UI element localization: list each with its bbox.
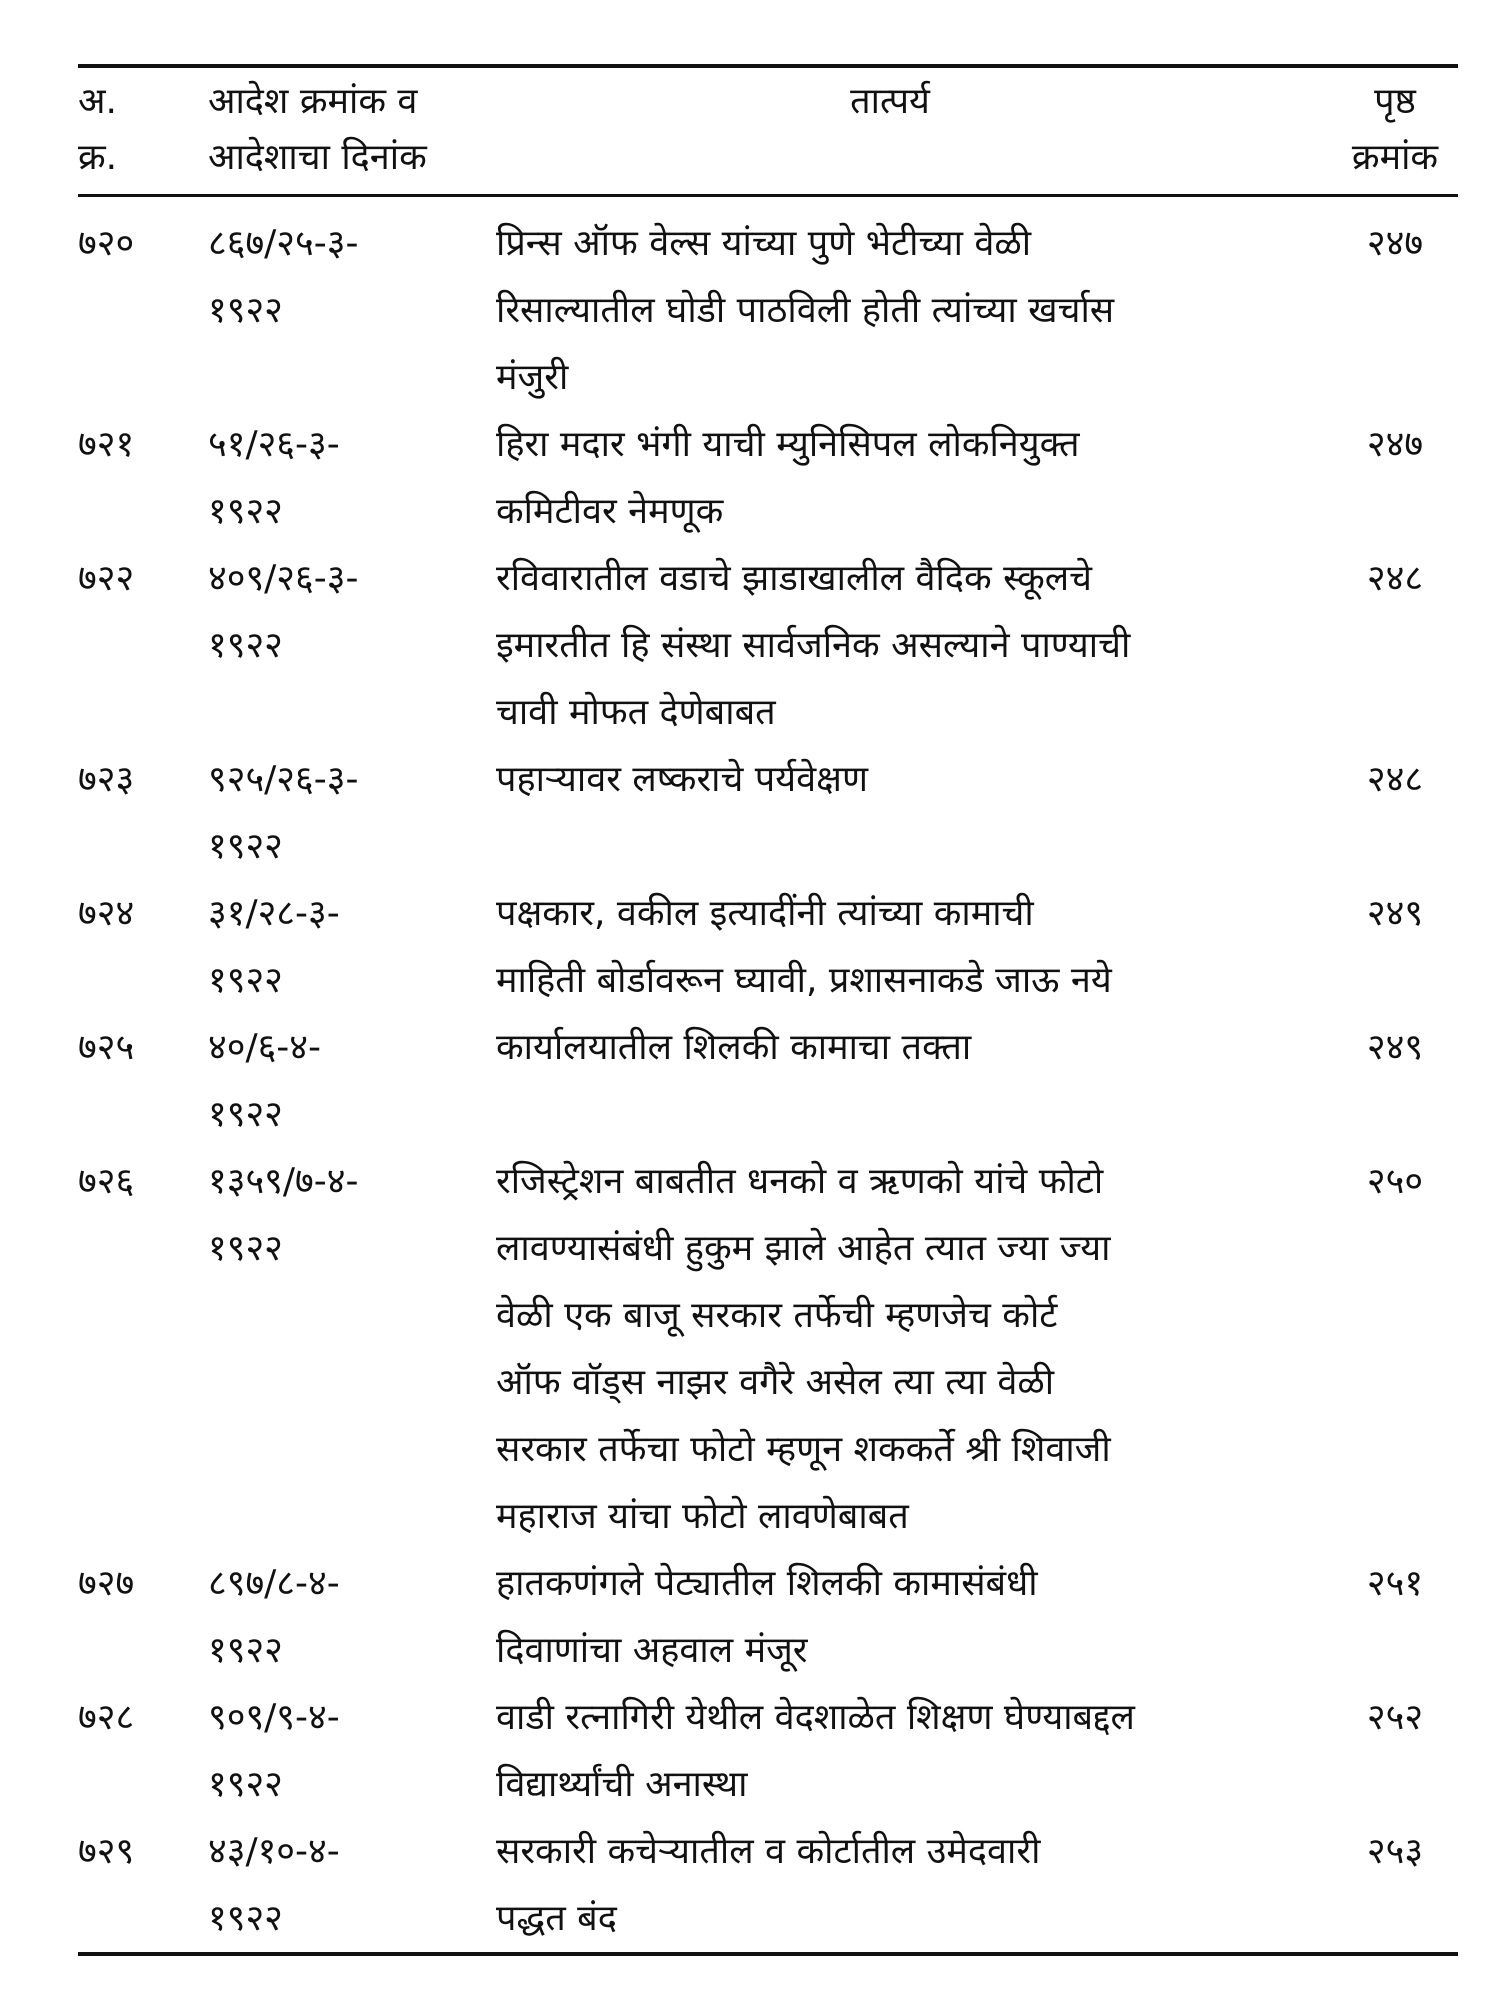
header-serial-line2: क्र. (78, 137, 118, 178)
row-subject-line: माहिती बोर्डावरून घ्यावी, प्रशासनाकडे जाऊ नये (496, 960, 1112, 1001)
row-subject-line: प्रिन्स ऑफ वेल्स यांच्या पुणे भेटीच्या वेळी (496, 223, 1032, 264)
row-order-number: ३१/२८-३- (208, 893, 340, 934)
row-subject (496, 1684, 1326, 1818)
row-subject-line: वेळी एक बाजू सरकार तर्फेची म्हणजेच कोर्ट (496, 1295, 1058, 1336)
row-subject-line: पहाऱ्यावर लष्कराचे पर्यवेक्षण (496, 759, 868, 800)
row-serial-number: ७२९ (78, 1831, 135, 1872)
row-serial-number: ७२२ (78, 558, 135, 599)
header-subject-label: तात्पर्य (850, 81, 930, 122)
row-order-number-date (208, 1148, 478, 1282)
row-page-number: २५१ (1366, 1563, 1424, 1604)
row-order-number: ८९७/८-४- (208, 1563, 340, 1604)
row-subject (496, 1550, 1326, 1684)
table-row (0, 210, 1500, 411)
table-row (0, 1818, 1500, 1952)
header-page-number (1330, 74, 1460, 186)
row-order-year: १९२२ (208, 1228, 283, 1269)
row-subject-line: रजिस्ट्रेशन बाबतीत धनको व ऋणको यांचे फोटो (496, 1161, 1104, 1202)
row-order-number-date (208, 880, 478, 1014)
row-page-number: २४८ (1366, 558, 1424, 599)
row-order-number-date (208, 411, 478, 545)
table-row (0, 880, 1500, 1014)
header-serial-number (78, 74, 178, 186)
row-subject-line: इमारतीत हि संस्था सार्वजनिक असल्याने पाण्याची (496, 625, 1131, 666)
top-rule (78, 64, 1458, 68)
row-subject-line: पद्धत बंद (496, 1898, 617, 1939)
row-subject (496, 411, 1326, 545)
row-order-number: ५१/२६-३- (208, 424, 340, 465)
row-subject (496, 1148, 1326, 1550)
header-subject (490, 74, 1290, 130)
row-subject-line: विद्यार्थ्यांची अनास्था (496, 1764, 748, 1805)
header-rule (78, 194, 1458, 197)
row-subject-line: महाराज यांचा फोटो लावणेबाबत (496, 1496, 909, 1537)
row-order-year: १९२२ (208, 625, 283, 666)
table-row (0, 545, 1500, 746)
row-subject (496, 210, 1326, 411)
table-row (0, 1684, 1500, 1818)
header-order-line1: आदेश क्रमांक व (208, 81, 418, 122)
table-row (0, 1550, 1500, 1684)
row-subject-line: रिसाल्यातील घोडी पाठविली होती त्यांच्या खर्चास (496, 290, 1115, 331)
row-serial-number: ७२७ (78, 1563, 135, 1604)
row-subject-line: ऑफ वॉड्स नाझर वगैरे असेल त्या त्या वेळी (496, 1362, 1055, 1403)
row-page-number: २५३ (1366, 1831, 1424, 1872)
row-page-number: २४७ (1366, 424, 1424, 465)
row-page-number: २४९ (1366, 893, 1424, 934)
row-serial-number: ७२० (78, 223, 135, 264)
table-body (0, 210, 1500, 1952)
row-subject (496, 1014, 1326, 1081)
row-subject (496, 1818, 1326, 1952)
row-order-year: १९२२ (208, 1094, 283, 1135)
row-subject (496, 545, 1326, 746)
row-order-number-date (208, 746, 478, 880)
row-serial-number: ७२१ (78, 424, 135, 465)
row-subject-line: कार्यालयातील शिलकी कामाचा तक्ता (496, 1027, 972, 1068)
row-subject-line: मंजुरी (496, 357, 569, 398)
table-header (0, 74, 1500, 192)
row-subject-line: दिवाणांचा अहवाल मंजूर (496, 1630, 808, 1671)
row-serial-number: ७२८ (78, 1697, 135, 1738)
row-order-year: १९२२ (208, 960, 283, 1001)
row-order-year: १९२२ (208, 491, 283, 532)
header-serial-line1: अ. (78, 81, 117, 122)
row-serial-number: ७२४ (78, 893, 135, 934)
row-order-number-date (208, 210, 478, 344)
row-subject-line: चावी मोफत देणेबाबत (496, 692, 776, 733)
row-order-number: ९२५/२६-३- (208, 759, 359, 800)
row-subject-line: कमिटीवर नेमणूक (496, 491, 724, 532)
row-order-number-date (208, 1684, 478, 1818)
row-page-number: २४७ (1366, 223, 1424, 264)
row-subject (496, 746, 1326, 813)
table-row (0, 411, 1500, 545)
row-subject-line: लावण्यासंबंधी हुकुम झाले आहेत त्यात ज्या ज्या (496, 1228, 1111, 1269)
row-page-number: २४९ (1366, 1027, 1424, 1068)
row-order-number-date (208, 1818, 478, 1952)
row-subject-line: हिरा मदार भंगी याची म्युनिसिपल लोकनियुक्त (496, 424, 1080, 465)
row-subject-line: रविवारातील वडाचे झाडाखालील वैदिक स्कूलचे (496, 558, 1092, 599)
row-order-number: ४०/६-४- (208, 1027, 321, 1068)
row-page-number: २५० (1366, 1161, 1424, 1202)
table-row (0, 746, 1500, 880)
row-serial-number: ७२३ (78, 759, 135, 800)
row-order-number: ८६७/२५-३- (208, 223, 359, 264)
header-order-number-date (208, 74, 508, 186)
row-subject-line: सरकारी कचेऱ्यातील व कोर्टातील उमेदवारी (496, 1831, 1041, 1872)
row-order-number-date (208, 1014, 478, 1148)
row-serial-number: ७२५ (78, 1027, 135, 1068)
header-order-line2: आदेशाचा दिनांक (208, 137, 427, 178)
bottom-rule (78, 1952, 1458, 1956)
row-page-number: २४८ (1366, 759, 1424, 800)
header-page-line1: पृष्ठ (1374, 81, 1416, 122)
row-page-number: २५२ (1366, 1697, 1424, 1738)
header-page-line2: क्रमांक (1351, 137, 1439, 178)
row-order-year: १९२२ (208, 1898, 283, 1939)
row-subject-line: पक्षकार, वकील इत्यादींनी त्यांच्या कामाची (496, 893, 1034, 934)
row-order-number-date (208, 545, 478, 679)
row-order-year: १९२२ (208, 290, 283, 331)
row-subject-line: सरकार तर्फेचा फोटो म्हणून शककर्ते श्री शिवाजी (496, 1429, 1111, 1470)
row-order-number: ४३/१०-४- (208, 1831, 340, 1872)
row-subject (496, 880, 1326, 1014)
row-order-year: १९२२ (208, 1764, 283, 1805)
row-order-number: १३५९/७-४- (208, 1161, 359, 1202)
table-row (0, 1148, 1500, 1550)
row-order-number: ९०९/९-४- (208, 1697, 340, 1738)
row-order-number: ४०९/२६-३- (208, 558, 359, 599)
row-subject-line: वाडी रत्नागिरी येथील वेदशाळेत शिक्षण घेण्याबद्दल (496, 1697, 1135, 1738)
row-order-year: १९२२ (208, 1630, 283, 1671)
row-order-number-date (208, 1550, 478, 1684)
row-serial-number: ७२६ (78, 1161, 135, 1202)
row-subject-line: हातकणंगले पेट्यातील शिलकी कामासंबंधी (496, 1563, 1038, 1604)
table-row (0, 1014, 1500, 1148)
row-order-year: १९२२ (208, 826, 283, 867)
